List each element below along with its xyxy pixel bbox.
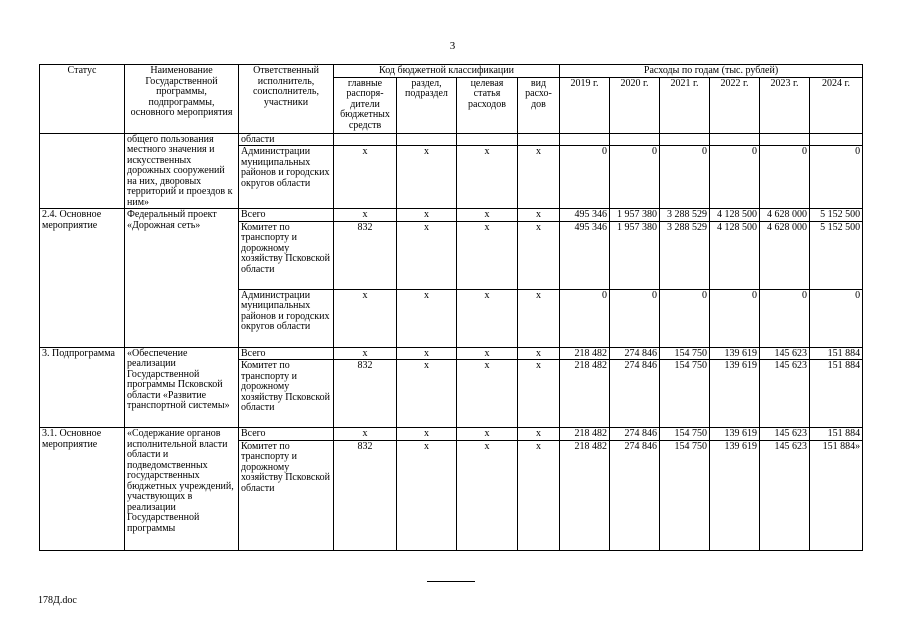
- value-2022: 0: [710, 146, 760, 209]
- section-cell: x: [397, 221, 457, 289]
- value-2023: 145 623: [760, 440, 810, 550]
- grbs-cell: 832: [334, 440, 397, 550]
- section-cell: x: [397, 289, 457, 347]
- header-name: Наименование Государственной программы, подпрограммы, основного мероприятия: [125, 65, 239, 134]
- value-2024: 151 884: [810, 347, 863, 360]
- value-2024: 151 884: [810, 428, 863, 441]
- footer-filename: 178Д.doc: [38, 595, 77, 606]
- value-2023: 0: [760, 146, 810, 209]
- header-code-type: вид расхо-дов: [518, 77, 560, 133]
- value-2019: 0: [560, 146, 610, 209]
- table-row: [40, 133, 863, 146]
- section-cell: x: [397, 440, 457, 550]
- value-2020: 274 846: [610, 428, 660, 441]
- budget-table: [39, 64, 863, 551]
- value-2023: 4 628 000: [760, 209, 810, 222]
- status-cell: 3. Подпрограмма: [40, 347, 125, 428]
- header-year-2021: 2021 г.: [660, 77, 710, 133]
- responsible-cell: Всего: [239, 209, 334, 222]
- value-2023: 145 623: [760, 347, 810, 360]
- header-year-2019: 2019 г.: [560, 77, 610, 133]
- header-years-group: Расходы по годам (тыс. рублей): [560, 65, 863, 78]
- target-cell: x: [457, 360, 518, 428]
- type-cell: x: [518, 428, 560, 441]
- section-cell: x: [397, 360, 457, 428]
- responsible-cell: Администрации муниципальных районов и городских округов области: [239, 289, 334, 347]
- value-2024: 151 884»: [810, 440, 863, 550]
- value-2022: 139 619: [710, 347, 760, 360]
- name-cell: Федеральный проект «Дорожная сеть»: [125, 209, 239, 348]
- value-2020: 0: [610, 146, 660, 209]
- header-responsible: Ответственный исполнитель, соисполнитель, участники: [239, 65, 334, 134]
- table-row: [40, 209, 863, 222]
- responsible-cell: Всего: [239, 347, 334, 360]
- type-cell: x: [518, 209, 560, 222]
- grbs-cell: 832: [334, 221, 397, 289]
- grbs-cell: x: [334, 428, 397, 441]
- target-cell: x: [457, 428, 518, 441]
- responsible-cell: Комитет по транспорту и дорожному хозяйству Псковской области: [239, 440, 334, 550]
- value-2021: 0: [660, 289, 710, 347]
- name-cell: общего пользования местного значения и искусственных дорожных сооружений на них, дворовых территорий и проездов к ним»: [125, 133, 239, 209]
- target-cell: x: [457, 146, 518, 209]
- header-code-group: Код бюджетной классификации: [334, 65, 560, 78]
- grbs-cell: x: [334, 347, 397, 360]
- type-cell: x: [518, 146, 560, 209]
- responsible-cell: области: [239, 133, 334, 146]
- value-2021: 154 750: [660, 428, 710, 441]
- value-2022: 139 619: [710, 360, 760, 428]
- value-2021: 0: [660, 146, 710, 209]
- value-2024: 0: [810, 289, 863, 347]
- type-cell: x: [518, 440, 560, 550]
- value-2023: 0: [760, 289, 810, 347]
- value-2020: 0: [610, 289, 660, 347]
- value-2019: 218 482: [560, 360, 610, 428]
- target-cell: x: [457, 221, 518, 289]
- section-cell: x: [397, 146, 457, 209]
- value-2022: 139 619: [710, 440, 760, 550]
- target-cell: x: [457, 440, 518, 550]
- type-cell: x: [518, 347, 560, 360]
- page-number: 3: [449, 40, 456, 52]
- value-2019: 495 346: [560, 221, 610, 289]
- header-year-2022: 2022 г.: [710, 77, 760, 133]
- value-2019: 218 482: [560, 347, 610, 360]
- value-2023: 145 623: [760, 360, 810, 428]
- value-2020: 274 846: [610, 360, 660, 428]
- value-2021: 154 750: [660, 440, 710, 550]
- value-2019: 218 482: [560, 440, 610, 550]
- value-2024: 5 152 500: [810, 221, 863, 289]
- grbs-cell: x: [334, 146, 397, 209]
- table-row: [40, 347, 863, 360]
- value-2022: 4 128 500: [710, 221, 760, 289]
- target-cell: x: [457, 347, 518, 360]
- responsible-cell: Комитет по транспорту и дорожному хозяйству Псковской области: [239, 221, 334, 289]
- value-2020: 1 957 380: [610, 209, 660, 222]
- name-cell: «Содержание органов исполнительной власти области и подведомственных государственных бюджетных учреждений, участвующих в реализации Государственной программы: [125, 428, 239, 551]
- value-2022: 0: [710, 289, 760, 347]
- status-cell: 2.4. Основное мероприятие: [40, 209, 125, 348]
- responsible-cell: Комитет по транспорту и дорожному хозяйству Псковской области: [239, 360, 334, 428]
- header-code-grbs: главные распоря-дители бюджетных средств: [334, 77, 397, 133]
- status-cell: [40, 133, 125, 209]
- value-2022: 4 128 500: [710, 209, 760, 222]
- value-2023: 4 628 000: [760, 221, 810, 289]
- value-2021: 154 750: [660, 347, 710, 360]
- header-row-1: [40, 65, 863, 78]
- value-2024: 5 152 500: [810, 209, 863, 222]
- header-year-2024: 2024 г.: [810, 77, 863, 133]
- header-code-target: целевая статья расходов: [457, 77, 518, 133]
- footer-divider: [427, 581, 475, 582]
- target-cell: x: [457, 289, 518, 347]
- header-code-section: раздел, подраздел: [397, 77, 457, 133]
- name-cell: «Обеспечение реализации Государственной программы Псковской области «Развитие транспортной системы»: [125, 347, 239, 428]
- type-cell: x: [518, 360, 560, 428]
- value-2024: 151 884: [810, 360, 863, 428]
- table-row: [40, 428, 863, 441]
- section-cell: x: [397, 347, 457, 360]
- value-2019: 218 482: [560, 428, 610, 441]
- status-cell: 3.1. Основное мероприятие: [40, 428, 125, 551]
- value-2022: 139 619: [710, 428, 760, 441]
- value-2021: 3 288 529: [660, 221, 710, 289]
- value-2020: 274 846: [610, 347, 660, 360]
- grbs-cell: x: [334, 289, 397, 347]
- header-year-2020: 2020 г.: [610, 77, 660, 133]
- grbs-cell: 832: [334, 360, 397, 428]
- value-2019: 495 346: [560, 209, 610, 222]
- responsible-cell: Администрации муниципальных районов и городских округов области: [239, 146, 334, 209]
- type-cell: x: [518, 289, 560, 347]
- value-2023: 145 623: [760, 428, 810, 441]
- type-cell: x: [518, 221, 560, 289]
- header-year-2023: 2023 г.: [760, 77, 810, 133]
- value-2019: 0: [560, 289, 610, 347]
- value-2021: 154 750: [660, 360, 710, 428]
- value-2021: 3 288 529: [660, 209, 710, 222]
- header-status: Статус: [40, 65, 125, 134]
- section-cell: x: [397, 428, 457, 441]
- value-2020: 274 846: [610, 440, 660, 550]
- value-2024: 0: [810, 146, 863, 209]
- value-2020: 1 957 380: [610, 221, 660, 289]
- section-cell: x: [397, 209, 457, 222]
- responsible-cell: Всего: [239, 428, 334, 441]
- target-cell: x: [457, 209, 518, 222]
- grbs-cell: x: [334, 209, 397, 222]
